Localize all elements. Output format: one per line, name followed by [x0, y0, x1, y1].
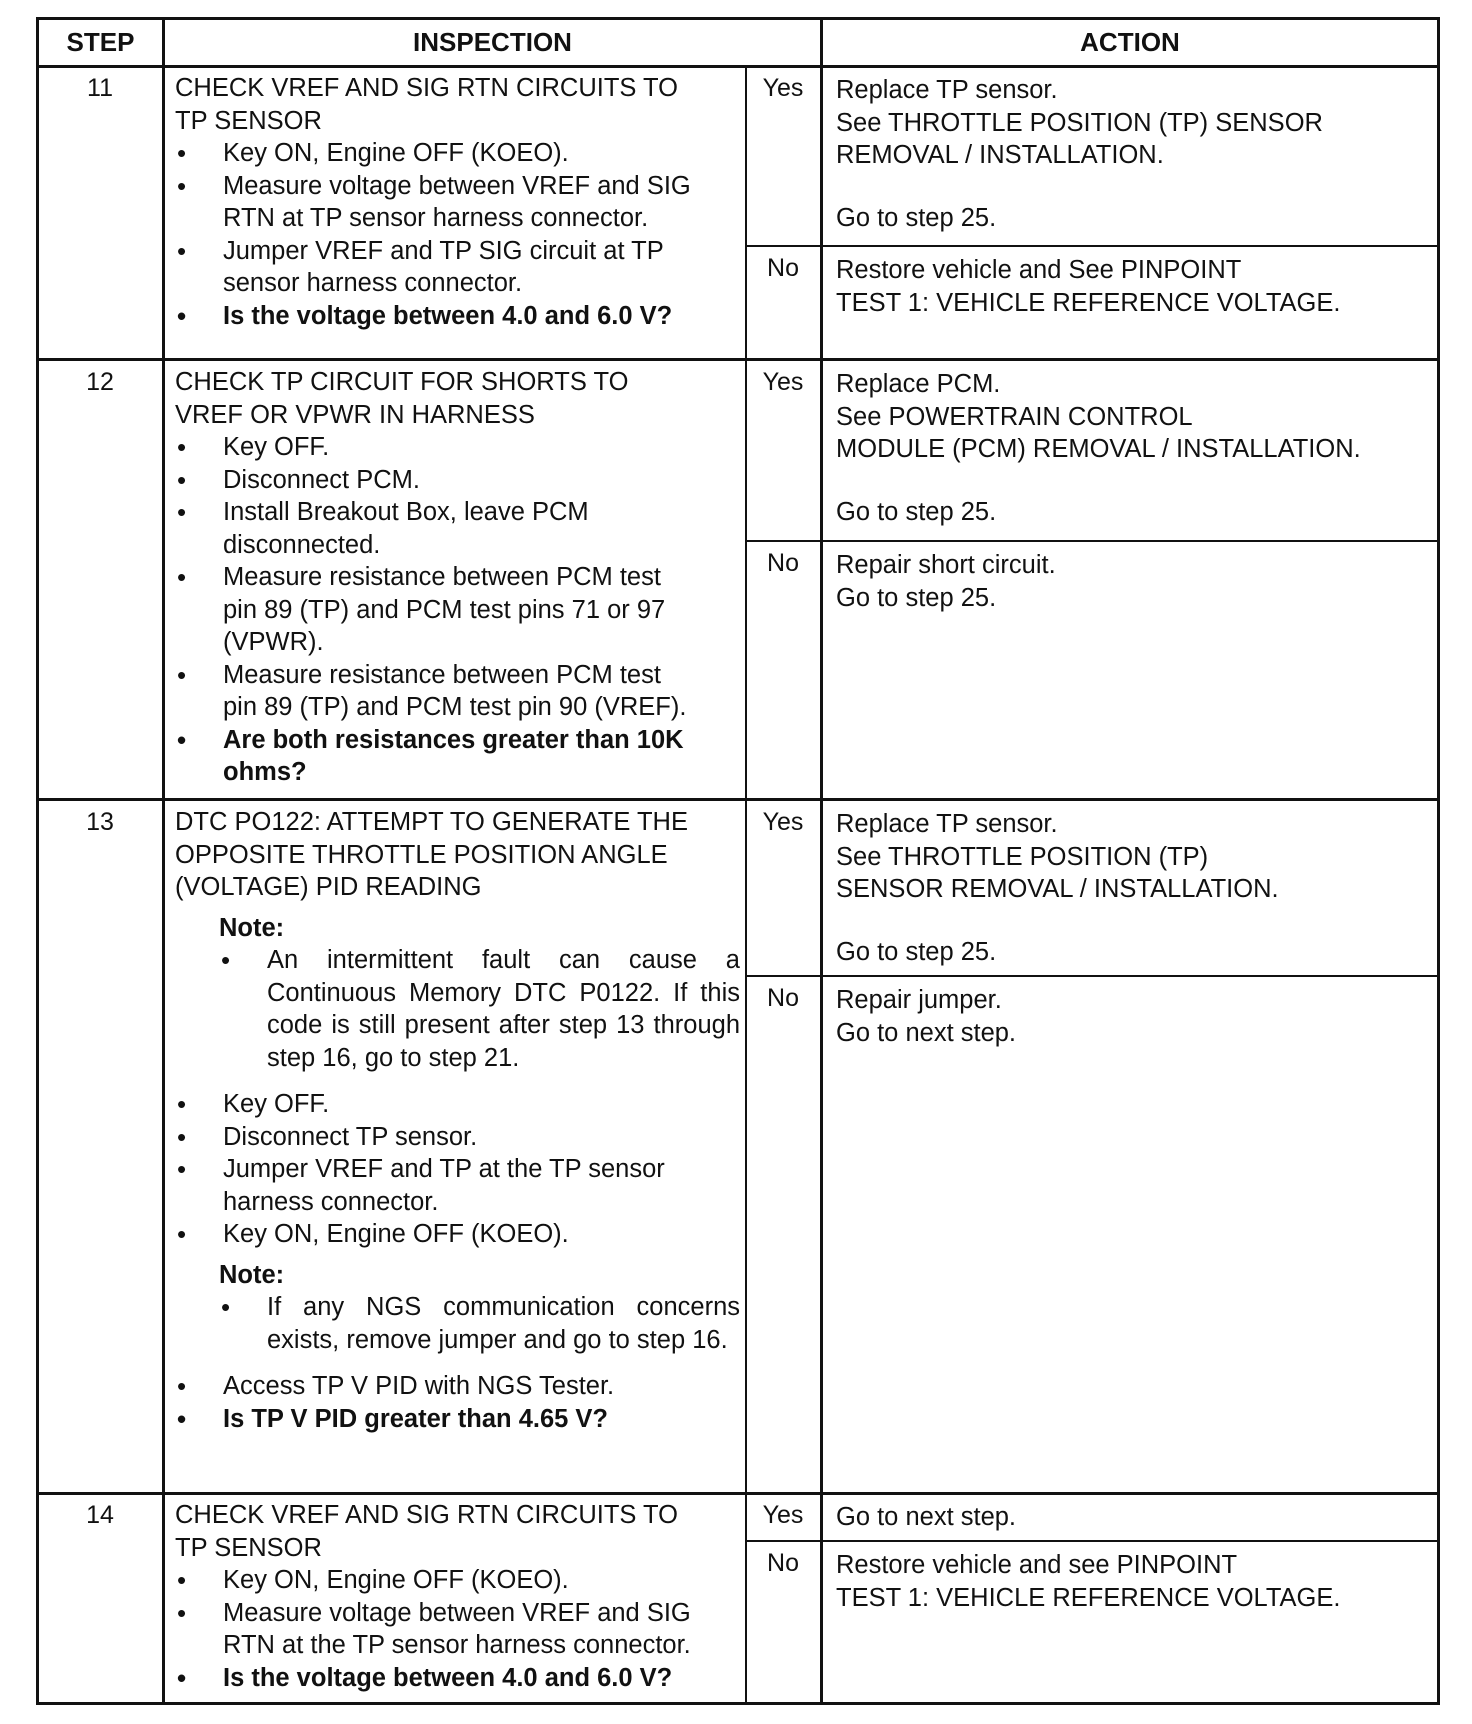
- inspection-bullet: • Disconnect PCM.: [175, 464, 740, 497]
- step-number: 14: [86, 1501, 114, 1529]
- yes-no-column-border: [745, 65, 747, 1705]
- action-line: Replace PCM.: [836, 370, 1001, 398]
- action-line: See THROTTLE POSITION (TP) SENSOR: [836, 108, 1323, 137]
- note-title: Note:: [219, 913, 285, 942]
- inspection-bullet-cont: pin 89 (TP) and PCM test pins 71 or 97: [223, 595, 666, 624]
- inspection-bullet: • Access TP V PID with NGS Tester.: [175, 1370, 740, 1403]
- note-body: • If any NGS communication concerns exists, remove jumper and go to step 16.: [219, 1291, 740, 1356]
- action-line: TEST 1: VEHICLE REFERENCE VOLTAGE.: [836, 1583, 1341, 1612]
- step-number: 13: [86, 808, 114, 836]
- no-label: No: [767, 984, 799, 1012]
- header-step: STEP: [66, 27, 135, 57]
- inspection-bullet-cont: harness connector.: [223, 1187, 439, 1216]
- yes-no-divider: [745, 245, 1440, 247]
- yes-action: [836, 74, 1416, 234]
- action-line: Go to next step.: [836, 1018, 1017, 1047]
- yes-label: Yes: [762, 368, 804, 396]
- inspection-question-cont: ohms?: [223, 758, 307, 786]
- inspection-question: • Are both resistances greater than 10K: [175, 724, 740, 757]
- no-action: [836, 984, 1416, 1049]
- inspection-bullet: • Key ON, Engine OFF (KOEO).: [175, 1564, 740, 1597]
- action-line: TEST 1: VEHICLE REFERENCE VOLTAGE.: [836, 288, 1341, 317]
- action-line: See POWERTRAIN CONTROL: [836, 402, 1193, 431]
- inspection-question: • Is the voltage between 4.0 and 6.0 V?: [175, 1662, 740, 1695]
- inspection-bullet-cont: (VPWR).: [223, 628, 324, 656]
- step-number: 12: [86, 368, 114, 396]
- inspection-bullet-cont: pin 89 (TP) and PCM test pin 90 (VREF).: [223, 693, 687, 721]
- inspection-title: (VOLTAGE) PID READING: [175, 873, 482, 901]
- inspection-bullet: • Measure voltage between VREF and SIG: [175, 1597, 740, 1630]
- inspection-bullet: • Key ON, Engine OFF (KOEO).: [175, 137, 740, 170]
- inspection-bullet-cont: disconnected.: [223, 530, 381, 559]
- inspection-title: TP SENSOR: [175, 1533, 322, 1562]
- inspection-cell: [175, 1499, 740, 1694]
- header-bottom-border: [36, 65, 1440, 68]
- inspection-title: CHECK TP CIRCUIT FOR SHORTS TO: [175, 368, 629, 396]
- row-divider: [36, 798, 1440, 801]
- inspection-cell: [175, 366, 740, 789]
- inspection-question: • Is TP V PID greater than 4.65 V?: [175, 1403, 740, 1436]
- inspection-bullet: • Disconnect TP sensor.: [175, 1121, 740, 1154]
- yes-no-divider: [745, 975, 1440, 977]
- action-line: REMOVAL / INSTALLATION.: [836, 141, 1164, 169]
- note-block: [175, 912, 740, 1075]
- inspection-bullet-cont: RTN at the TP sensor harness connector.: [223, 1631, 691, 1659]
- note-block: [175, 1259, 740, 1357]
- note-body: • An intermittent fault can cause a Continuous Memory DTC P0122. If this code is still present after step 13 through step 16, go to step 21.: [219, 944, 740, 1074]
- inspection-bullet: • Install Breakout Box, leave PCM: [175, 496, 740, 529]
- action-line: Repair short circuit.: [836, 551, 1056, 579]
- yes-action: [836, 1501, 1416, 1534]
- note-title: Note:: [219, 1260, 285, 1289]
- action-line: Go to step 25.: [836, 583, 997, 612]
- yes-action: [836, 808, 1416, 968]
- row-divider: [36, 358, 1440, 361]
- inspection-title: DTC PO122: ATTEMPT TO GENERATE THE: [175, 808, 688, 836]
- row-divider: [36, 1492, 1440, 1495]
- inspection-bullet: • Measure resistance between PCM test: [175, 561, 740, 594]
- header-inspection: INSPECTION: [413, 27, 572, 57]
- yes-label: Yes: [762, 1501, 804, 1529]
- no-action: [836, 549, 1416, 614]
- inspection-cell: [175, 806, 740, 1435]
- inspection-title: OPPOSITE THROTTLE POSITION ANGLE: [175, 840, 668, 869]
- yes-no-divider: [745, 1540, 1440, 1542]
- action-line: See THROTTLE POSITION (TP): [836, 842, 1209, 871]
- no-label: No: [767, 549, 799, 577]
- action-line: Go to step 25.: [836, 203, 997, 232]
- table-left-border: [36, 17, 39, 1705]
- inspection-title: CHECK VREF AND SIG RTN CIRCUITS TO: [175, 74, 678, 102]
- inspection-title: VREF OR VPWR IN HARNESS: [175, 400, 535, 429]
- action-line: Replace TP sensor.: [836, 76, 1058, 104]
- no-action: [836, 1549, 1416, 1614]
- inspection-title: CHECK VREF AND SIG RTN CIRCUITS TO: [175, 1501, 678, 1529]
- action-line: Go to next step.: [836, 1503, 1017, 1531]
- inspection-bullet: • Key OFF.: [175, 1088, 740, 1121]
- table-right-border: [1437, 17, 1440, 1705]
- yes-action: [836, 368, 1416, 528]
- yes-label: Yes: [762, 74, 804, 102]
- table-bottom-border: [36, 1702, 1440, 1705]
- action-line: Go to step 25.: [836, 937, 997, 966]
- inspection-bullet: • Measure resistance between PCM test: [175, 659, 740, 692]
- step-number: 11: [87, 74, 113, 102]
- no-label: No: [767, 254, 799, 282]
- action-line: Restore vehicle and See PINPOINT: [836, 256, 1242, 284]
- inspection-bullet: • Measure voltage between VREF and SIG: [175, 170, 740, 203]
- action-line: Repair jumper.: [836, 986, 1002, 1014]
- inspection-cell: [175, 72, 740, 332]
- yes-no-divider: [745, 540, 1440, 542]
- inspection-bullet-cont: sensor harness connector.: [223, 269, 523, 297]
- action-line: Replace TP sensor.: [836, 810, 1058, 838]
- inspection-bullet: • Jumper VREF and TP at the TP sensor: [175, 1153, 740, 1186]
- action-line: Restore vehicle and see PINPOINT: [836, 1551, 1238, 1579]
- no-label: No: [767, 1549, 799, 1577]
- inspection-bullet: • Jumper VREF and TP SIG circuit at TP: [175, 235, 740, 268]
- action-line: SENSOR REMOVAL / INSTALLATION.: [836, 875, 1279, 903]
- step-column-border: [162, 17, 165, 1705]
- inspection-title: TP SENSOR: [175, 106, 322, 135]
- inspection-bullet-cont: RTN at TP sensor harness connector.: [223, 204, 649, 232]
- action-line: Go to step 25.: [836, 497, 997, 526]
- inspection-question: • Is the voltage between 4.0 and 6.0 V?: [175, 300, 740, 333]
- action-line: MODULE (PCM) REMOVAL / INSTALLATION.: [836, 435, 1361, 463]
- header-action: ACTION: [1080, 27, 1180, 57]
- inspection-bullet: • Key ON, Engine OFF (KOEO).: [175, 1218, 740, 1251]
- yes-label: Yes: [762, 808, 804, 836]
- inspection-bullet: • Key OFF.: [175, 431, 740, 464]
- no-action: [836, 254, 1416, 319]
